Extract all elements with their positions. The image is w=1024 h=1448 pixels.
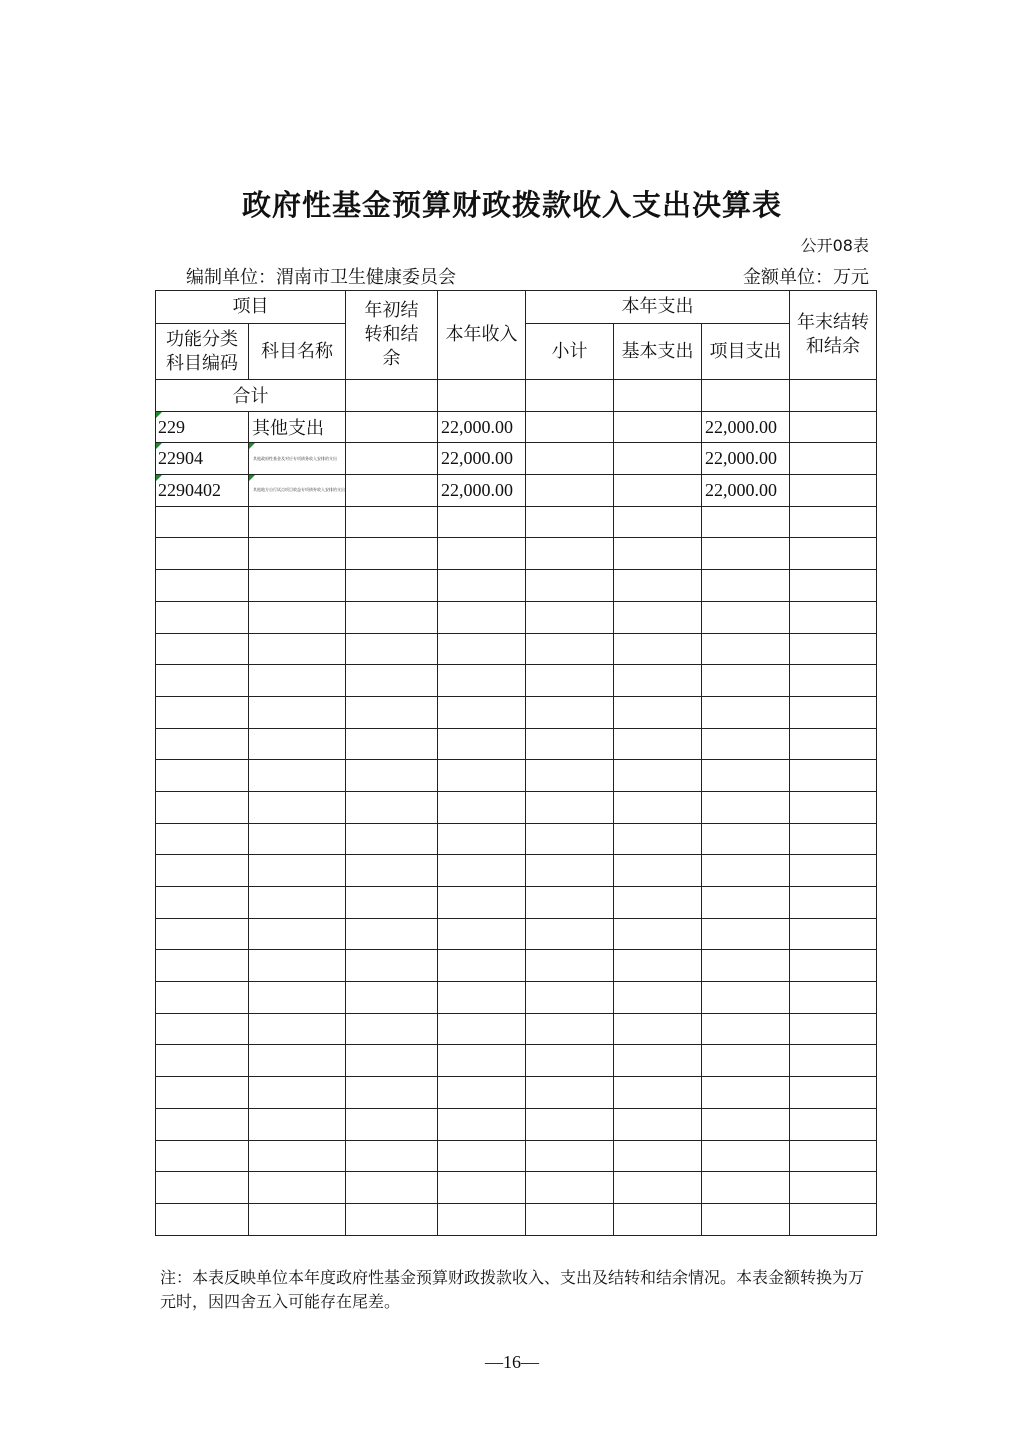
empty-cell	[702, 570, 790, 602]
empty-row	[156, 538, 877, 570]
total-begin-balance	[346, 380, 438, 412]
empty-cell	[526, 760, 614, 792]
empty-cell	[526, 570, 614, 602]
empty-cell	[438, 1045, 526, 1077]
empty-cell	[702, 538, 790, 570]
total-row	[156, 380, 877, 412]
empty-cell	[790, 696, 877, 728]
row-begin-balance	[346, 411, 438, 443]
empty-cell	[614, 887, 702, 919]
empty-cell	[438, 633, 526, 665]
row-income: 22,000.00	[438, 411, 526, 443]
empty-cell	[346, 633, 438, 665]
empty-cell	[526, 696, 614, 728]
empty-cell	[438, 823, 526, 855]
row-code: 229	[156, 411, 249, 443]
table-row	[156, 411, 877, 443]
empty-cell	[702, 855, 790, 887]
row-subject-name: 其他政府性基金及对应专项债务收入安排的支出	[249, 443, 346, 475]
empty-row	[156, 791, 877, 823]
empty-cell	[526, 1013, 614, 1045]
empty-cell	[702, 950, 790, 982]
empty-cell	[346, 538, 438, 570]
header-income: 本年收入	[438, 291, 526, 380]
empty-cell	[614, 665, 702, 697]
empty-cell	[790, 570, 877, 602]
empty-cell	[156, 570, 249, 602]
empty-cell	[156, 1172, 249, 1204]
empty-cell	[614, 1045, 702, 1077]
empty-cell	[702, 665, 790, 697]
empty-cell	[249, 1077, 346, 1109]
row-begin-balance	[346, 443, 438, 475]
empty-cell	[156, 982, 249, 1014]
header-end-balance: 年末结转和结余	[790, 291, 877, 380]
empty-cell	[702, 1108, 790, 1140]
empty-cell	[249, 918, 346, 950]
empty-cell	[790, 1108, 877, 1140]
empty-cell	[438, 791, 526, 823]
empty-row	[156, 633, 877, 665]
empty-cell	[346, 918, 438, 950]
empty-cell	[702, 1140, 790, 1172]
empty-cell	[614, 633, 702, 665]
empty-row	[156, 1013, 877, 1045]
table-body	[156, 291, 877, 1236]
empty-cell	[702, 601, 790, 633]
empty-cell	[438, 855, 526, 887]
empty-cell	[249, 1140, 346, 1172]
empty-cell	[346, 791, 438, 823]
empty-cell	[346, 1045, 438, 1077]
empty-cell	[156, 855, 249, 887]
total-subtotal	[526, 380, 614, 412]
empty-cell	[790, 1203, 877, 1235]
empty-row	[156, 1203, 877, 1235]
amount-unit: 金额单位：万元	[743, 267, 869, 288]
empty-cell	[156, 538, 249, 570]
total-end-balance	[790, 380, 877, 412]
empty-cell	[249, 1045, 346, 1077]
empty-cell	[346, 1172, 438, 1204]
empty-cell	[790, 791, 877, 823]
empty-cell	[526, 1077, 614, 1109]
empty-cell	[346, 601, 438, 633]
table-row	[156, 475, 877, 507]
empty-cell	[790, 950, 877, 982]
empty-cell	[249, 570, 346, 602]
row-basic	[614, 475, 702, 507]
budget-table	[155, 290, 877, 1236]
total-label: 合计	[156, 380, 346, 412]
empty-cell	[790, 1140, 877, 1172]
empty-cell	[346, 570, 438, 602]
empty-cell	[614, 855, 702, 887]
empty-row	[156, 696, 877, 728]
table-row	[156, 443, 877, 475]
empty-cell	[526, 791, 614, 823]
empty-cell	[156, 665, 249, 697]
empty-cell	[156, 728, 249, 760]
empty-cell	[790, 887, 877, 919]
empty-cell	[249, 728, 346, 760]
empty-cell	[526, 633, 614, 665]
empty-cell	[249, 601, 346, 633]
empty-cell	[156, 506, 249, 538]
empty-cell	[346, 855, 438, 887]
row-project: 22,000.00	[702, 443, 790, 475]
empty-row	[156, 1045, 877, 1077]
empty-cell	[156, 1203, 249, 1235]
empty-cell	[614, 728, 702, 760]
header-subtotal: 小计	[526, 324, 614, 380]
empty-cell	[614, 823, 702, 855]
empty-cell	[702, 760, 790, 792]
empty-cell	[614, 1172, 702, 1204]
empty-cell	[156, 1140, 249, 1172]
empty-cell	[790, 1045, 877, 1077]
empty-cell	[438, 696, 526, 728]
empty-cell	[790, 1172, 877, 1204]
empty-cell	[790, 855, 877, 887]
empty-cell	[702, 887, 790, 919]
empty-cell	[438, 760, 526, 792]
empty-cell	[790, 982, 877, 1014]
empty-cell	[249, 887, 346, 919]
empty-cell	[526, 665, 614, 697]
empty-cell	[438, 1077, 526, 1109]
empty-cell	[249, 982, 346, 1014]
empty-row	[156, 1172, 877, 1204]
empty-cell	[702, 1045, 790, 1077]
empty-cell	[156, 1077, 249, 1109]
row-code: 2290402	[156, 475, 249, 507]
footnote: 注：本表反映单位本年度政府性基金预算财政拨款收入、支出及结转和结余情况。本表金额转换为万元时，因四舍五入可能存在尾差。	[160, 1268, 865, 1311]
empty-cell	[249, 823, 346, 855]
empty-cell	[438, 728, 526, 760]
empty-cell	[702, 918, 790, 950]
empty-cell	[702, 1203, 790, 1235]
empty-row	[156, 728, 877, 760]
empty-cell	[346, 506, 438, 538]
empty-cell	[702, 506, 790, 538]
empty-cell	[346, 982, 438, 1014]
empty-cell	[526, 887, 614, 919]
empty-cell	[790, 665, 877, 697]
row-project: 22,000.00	[702, 475, 790, 507]
empty-cell	[346, 823, 438, 855]
row-end-balance	[790, 411, 877, 443]
empty-cell	[702, 1077, 790, 1109]
empty-cell	[249, 791, 346, 823]
empty-cell	[438, 982, 526, 1014]
header-subject-name: 科目名称	[249, 324, 346, 380]
empty-cell	[614, 918, 702, 950]
empty-cell	[438, 950, 526, 982]
empty-cell	[614, 1013, 702, 1045]
empty-cell	[156, 1045, 249, 1077]
row-end-balance	[790, 475, 877, 507]
empty-cell	[346, 1013, 438, 1045]
empty-cell	[438, 918, 526, 950]
row-basic	[614, 443, 702, 475]
empty-cell	[614, 538, 702, 570]
empty-cell	[156, 633, 249, 665]
row-basic	[614, 411, 702, 443]
row-subject-name: 其他地方自行试点项目收益专项债券收入安排的支出	[249, 475, 346, 507]
row-income: 22,000.00	[438, 443, 526, 475]
empty-cell	[702, 728, 790, 760]
empty-cell	[702, 982, 790, 1014]
empty-cell	[526, 728, 614, 760]
empty-cell	[614, 696, 702, 728]
empty-cell	[249, 1172, 346, 1204]
empty-row	[156, 1108, 877, 1140]
empty-cell	[156, 950, 249, 982]
empty-cell	[702, 1172, 790, 1204]
empty-cell	[249, 696, 346, 728]
empty-cell	[614, 982, 702, 1014]
empty-cell	[438, 887, 526, 919]
empty-row	[156, 855, 877, 887]
empty-cell	[526, 950, 614, 982]
header-row-1	[156, 291, 877, 324]
empty-cell	[438, 1013, 526, 1045]
total-income	[438, 380, 526, 412]
empty-row	[156, 887, 877, 919]
empty-cell	[438, 665, 526, 697]
empty-cell	[614, 1077, 702, 1109]
row-end-balance	[790, 443, 877, 475]
total-project	[702, 380, 790, 412]
row-subtotal	[526, 443, 614, 475]
empty-cell	[156, 1013, 249, 1045]
empty-cell	[526, 1140, 614, 1172]
empty-cell	[614, 950, 702, 982]
empty-cell	[526, 855, 614, 887]
empty-cell	[790, 1077, 877, 1109]
empty-cell	[438, 601, 526, 633]
empty-cell	[526, 823, 614, 855]
row-subtotal	[526, 411, 614, 443]
empty-cell	[249, 855, 346, 887]
empty-cell	[790, 633, 877, 665]
empty-cell	[526, 1045, 614, 1077]
empty-cell	[249, 950, 346, 982]
empty-cell	[249, 1013, 346, 1045]
total-basic	[614, 380, 702, 412]
row-subtotal	[526, 475, 614, 507]
empty-cell	[614, 791, 702, 823]
empty-cell	[249, 506, 346, 538]
empty-cell	[346, 760, 438, 792]
empty-cell	[526, 1172, 614, 1204]
empty-cell	[614, 1108, 702, 1140]
empty-cell	[346, 1203, 438, 1235]
row-begin-balance	[346, 475, 438, 507]
empty-cell	[526, 1203, 614, 1235]
page-number: —16—	[485, 1352, 539, 1372]
row-code: 22904	[156, 443, 249, 475]
empty-row	[156, 1140, 877, 1172]
empty-cell	[614, 1203, 702, 1235]
empty-cell	[702, 696, 790, 728]
empty-cell	[526, 918, 614, 950]
empty-cell	[156, 887, 249, 919]
form-code: 公开08表	[800, 236, 869, 255]
empty-cell	[438, 506, 526, 538]
empty-cell	[156, 760, 249, 792]
empty-cell	[249, 760, 346, 792]
header-basic: 基本支出	[614, 324, 702, 380]
empty-cell	[526, 1108, 614, 1140]
empty-row	[156, 570, 877, 602]
empty-cell	[156, 791, 249, 823]
row-income: 22,000.00	[438, 475, 526, 507]
empty-cell	[438, 1108, 526, 1140]
header-expense: 本年支出	[526, 291, 790, 324]
compiling-unit: 编制单位：渭南市卫生健康委员会	[186, 267, 456, 288]
empty-cell	[614, 506, 702, 538]
empty-cell	[790, 918, 877, 950]
empty-cell	[438, 570, 526, 602]
empty-cell	[249, 1203, 346, 1235]
empty-cell	[346, 665, 438, 697]
empty-cell	[249, 538, 346, 570]
empty-cell	[249, 1108, 346, 1140]
page-title: 政府性基金预算财政拨款收入支出决算表	[241, 188, 782, 222]
empty-cell	[790, 760, 877, 792]
header-begin-balance: 年初结转和结余	[346, 291, 438, 380]
empty-cell	[790, 728, 877, 760]
empty-cell	[346, 1077, 438, 1109]
empty-row	[156, 665, 877, 697]
empty-cell	[156, 1108, 249, 1140]
empty-cell	[346, 887, 438, 919]
empty-row	[156, 1077, 877, 1109]
empty-cell	[346, 1140, 438, 1172]
empty-cell	[438, 1140, 526, 1172]
empty-cell	[614, 570, 702, 602]
empty-row	[156, 982, 877, 1014]
empty-cell	[790, 538, 877, 570]
empty-row	[156, 760, 877, 792]
empty-cell	[346, 696, 438, 728]
empty-cell	[790, 823, 877, 855]
row-subject-name: 其他支出	[249, 411, 346, 443]
empty-cell	[156, 696, 249, 728]
empty-row	[156, 823, 877, 855]
empty-cell	[790, 506, 877, 538]
empty-cell	[249, 633, 346, 665]
empty-cell	[614, 601, 702, 633]
empty-cell	[790, 1013, 877, 1045]
empty-cell	[156, 823, 249, 855]
empty-row	[156, 601, 877, 633]
empty-cell	[346, 1108, 438, 1140]
empty-row	[156, 506, 877, 538]
empty-cell	[790, 601, 877, 633]
empty-cell	[526, 982, 614, 1014]
empty-cell	[702, 633, 790, 665]
empty-cell	[702, 823, 790, 855]
empty-cell	[526, 506, 614, 538]
header-item: 项目	[156, 291, 346, 324]
empty-cell	[438, 538, 526, 570]
empty-cell	[249, 665, 346, 697]
empty-cell	[526, 601, 614, 633]
empty-cell	[438, 1203, 526, 1235]
empty-cell	[614, 760, 702, 792]
empty-cell	[702, 791, 790, 823]
empty-row	[156, 918, 877, 950]
header-func-code: 功能分类科目编码	[156, 324, 249, 380]
empty-cell	[526, 538, 614, 570]
empty-cell	[156, 918, 249, 950]
empty-cell	[156, 601, 249, 633]
empty-cell	[702, 1013, 790, 1045]
empty-cell	[346, 728, 438, 760]
header-project: 项目支出	[702, 324, 790, 380]
empty-row	[156, 950, 877, 982]
row-project: 22,000.00	[702, 411, 790, 443]
empty-cell	[614, 1140, 702, 1172]
empty-cell	[438, 1172, 526, 1204]
empty-cell	[346, 950, 438, 982]
